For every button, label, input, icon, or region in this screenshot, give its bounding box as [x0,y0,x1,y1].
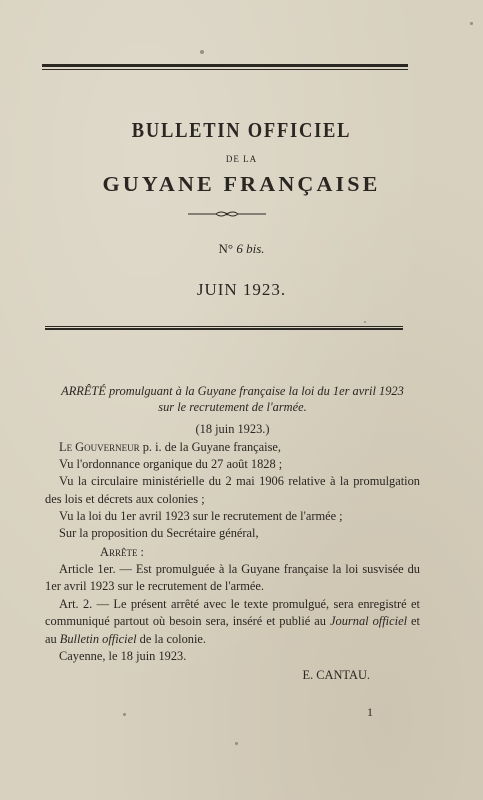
art2-part-c: de la colonie. [136,631,207,646]
paper-speck [123,713,126,716]
article-1: Article 1er. — Est promulguée à la Guyane française la loi susvisée du 1er avril 1923 sur le recrutement de l'armée. [45,562,420,594]
governor-line [45,439,420,456]
bulletin-title: BULLETIN OFFICIEL [131,118,352,142]
paper-speck [235,742,238,745]
arrete-label: Arrête : [100,544,144,559]
art2-part-b: et au [45,614,420,646]
bulletin-officiel: Bulletin officiel [59,631,137,646]
page-number: 1 [367,705,373,719]
signature: E. CANTAU. [302,668,370,683]
decree-body [45,383,420,685]
journal-officiel: Journal officiel [330,614,408,629]
vu-ordonnance: Vu l'ordonnance organique du 27 août 1828 ; [59,456,283,471]
title-de-la: DE LA [225,154,258,164]
ornament-divider [186,209,268,219]
number-prefix: N° [218,241,234,256]
decree-heading: ARRÊTÉ promulguant à la Guyane française la loi du 1er avril 1923 sur le recrutement de l'armée. [61,384,404,415]
number-value: 6 bis. [236,241,265,256]
art2-part-a: Art. 2. — Le présent arrêté avec le texte promulgué, sera enregistré et communiqué partout où besoin sera, inséré et publié au [45,596,420,629]
vu-loi: Vu la loi du 1er avril 1923 sur le recrutement de l'armée ; [59,509,343,524]
middle-double-rule [45,326,403,330]
issue-month: JUIN 1923. [196,280,287,299]
place-date: Cayenne, le 18 juin 1923. [59,648,187,663]
guyane-title: GUYANE FRANÇAISE [102,172,381,196]
proposition-line: Sur la proposition du Secrétaire général, [59,526,259,541]
paper-speck [470,22,473,25]
vu-circulaire: Vu la circulaire ministérielle du 2 mai 1906 relative à la promulgation des lois et décrets aux colonies ; [45,474,420,506]
article-2 [45,596,420,648]
paper-speck [200,50,204,54]
top-double-rule [42,64,408,70]
governor-smallcaps: Le Gouverneur [59,439,140,454]
paper-speck [364,321,366,323]
governor-rest: p. i. de la Guyane française, [139,439,282,454]
issue-number [0,241,483,257]
decree-date: (18 juin 1923.) [195,422,270,437]
